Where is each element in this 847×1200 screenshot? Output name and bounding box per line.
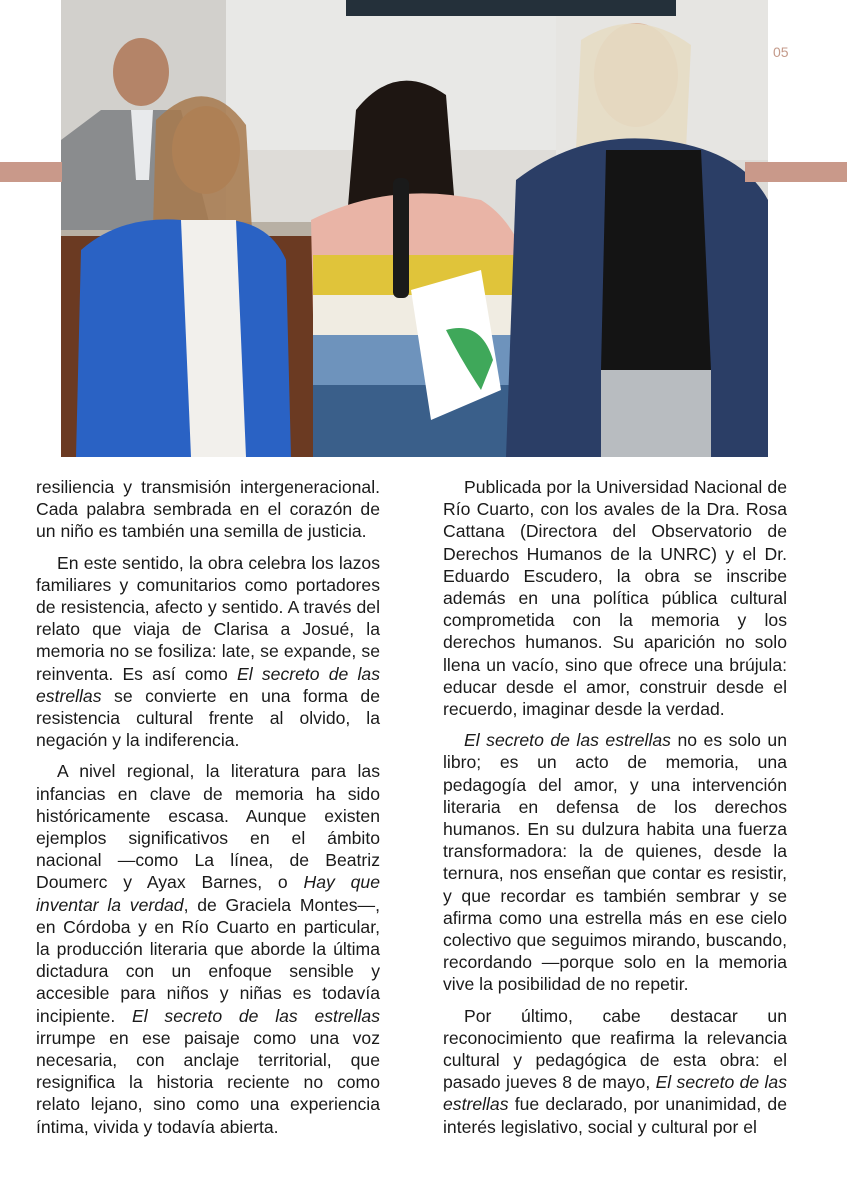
book-title: Hay que inventar la verdad (36, 872, 380, 915)
paragraph-text: En este sentido, la obra celebra los lazos familiares y comunitarios como portadores de resistencia, afecto y sentido. A través del relato que viaja de Clarisa a Josué, la memoria no se fosiliza: late, se expande, se reinventa. Es así como (36, 552, 380, 684)
event-photo (61, 0, 768, 457)
paragraph-text: fue declarado, por unanimidad, de interés legislativo, social y cultural por el (443, 1094, 787, 1137)
paragraph-text: no es solo un libro; es un acto de memoria, una pedagogía del amor, y una intervención literaria en defensa de los derechos humanos. En su dulzura habita una fuerza transformadora: la de quienes, desde la ternura, nos enseñan que contar es resistir, y que recordar es también sembrar y se afirma como una estrella más en ese cielo colectivo que seguimos mirando, buscando, recordando —porque solo en la memoria vive la posibilidad de no repetir. (443, 730, 787, 995)
paragraph-text: se convierte en una forma de resistencia cultural frente al olvido, la negación y la indiferencia. (36, 685, 380, 751)
event-photo-illustration (61, 0, 768, 457)
accent-bar-left (0, 162, 62, 182)
right-text-column (443, 476, 787, 1147)
paragraph-text: A nivel regional, la literatura para las infancias en clave de memoria ha sido históricamente escasa. Aunque existen ejemplos significativos en el ámbito nacional —como La línea, de Beatriz Doumerc y Ayax Barnes, o (36, 761, 380, 893)
paragraph (36, 476, 380, 543)
paragraph (443, 729, 787, 995)
paragraph (36, 760, 380, 1137)
book-title: El secreto de las estrellas (464, 730, 671, 751)
accent-bar-right (745, 162, 847, 182)
left-text-column (36, 476, 380, 1147)
paragraph-text: irrumpe en ese paisaje como una voz necesaria, con anclaje territorial, que resignifica la historia reciente no como relato lejano, sino como una experiencia íntima, vivida y todavía abierta. (36, 1027, 380, 1137)
book-title: El secreto de las estrellas (443, 1072, 787, 1115)
paragraph-text: Por último, cabe destacar un reconocimiento que reafirma la relevancia cultural y pedagógica de esta obra: el pasado jueves 8 de mayo, (443, 1005, 787, 1093)
paragraph-text: , de Graciela Montes—, en Córdoba y en Río Cuarto en particular, la producción literaria que aborde la última dictadura con un enfoque sensible y accesible para niños y niñas es todavía incipiente. (36, 894, 381, 1026)
paragraph (443, 1005, 787, 1138)
book-title: El secreto de las estrellas (132, 1005, 380, 1026)
page-number: 05 (773, 44, 789, 60)
paragraph-text: resiliencia y transmisión intergeneracional. Cada palabra sembrada en el corazón de un niño es también una semilla de justicia. (36, 477, 380, 542)
book-title: El secreto de las estrellas (36, 663, 380, 706)
paragraph (443, 476, 787, 720)
paragraph (36, 552, 380, 752)
paragraph-text: Publicada por la Universidad Nacional de Río Cuarto, con los avales de la Dra. Rosa Cattana (Directora del Observatorio de Derechos Humanos de la UNRC) y el Dr. Eduardo Escudero, la obra se inscribe además en una política pública cultural comprometida con la memoria y los derechos humanos. Su aparición no solo llena un vacío, sino que ofrece una brújula: educar desde el amor, construir desde el recuerdo, imaginar desde la verdad. (443, 477, 787, 720)
